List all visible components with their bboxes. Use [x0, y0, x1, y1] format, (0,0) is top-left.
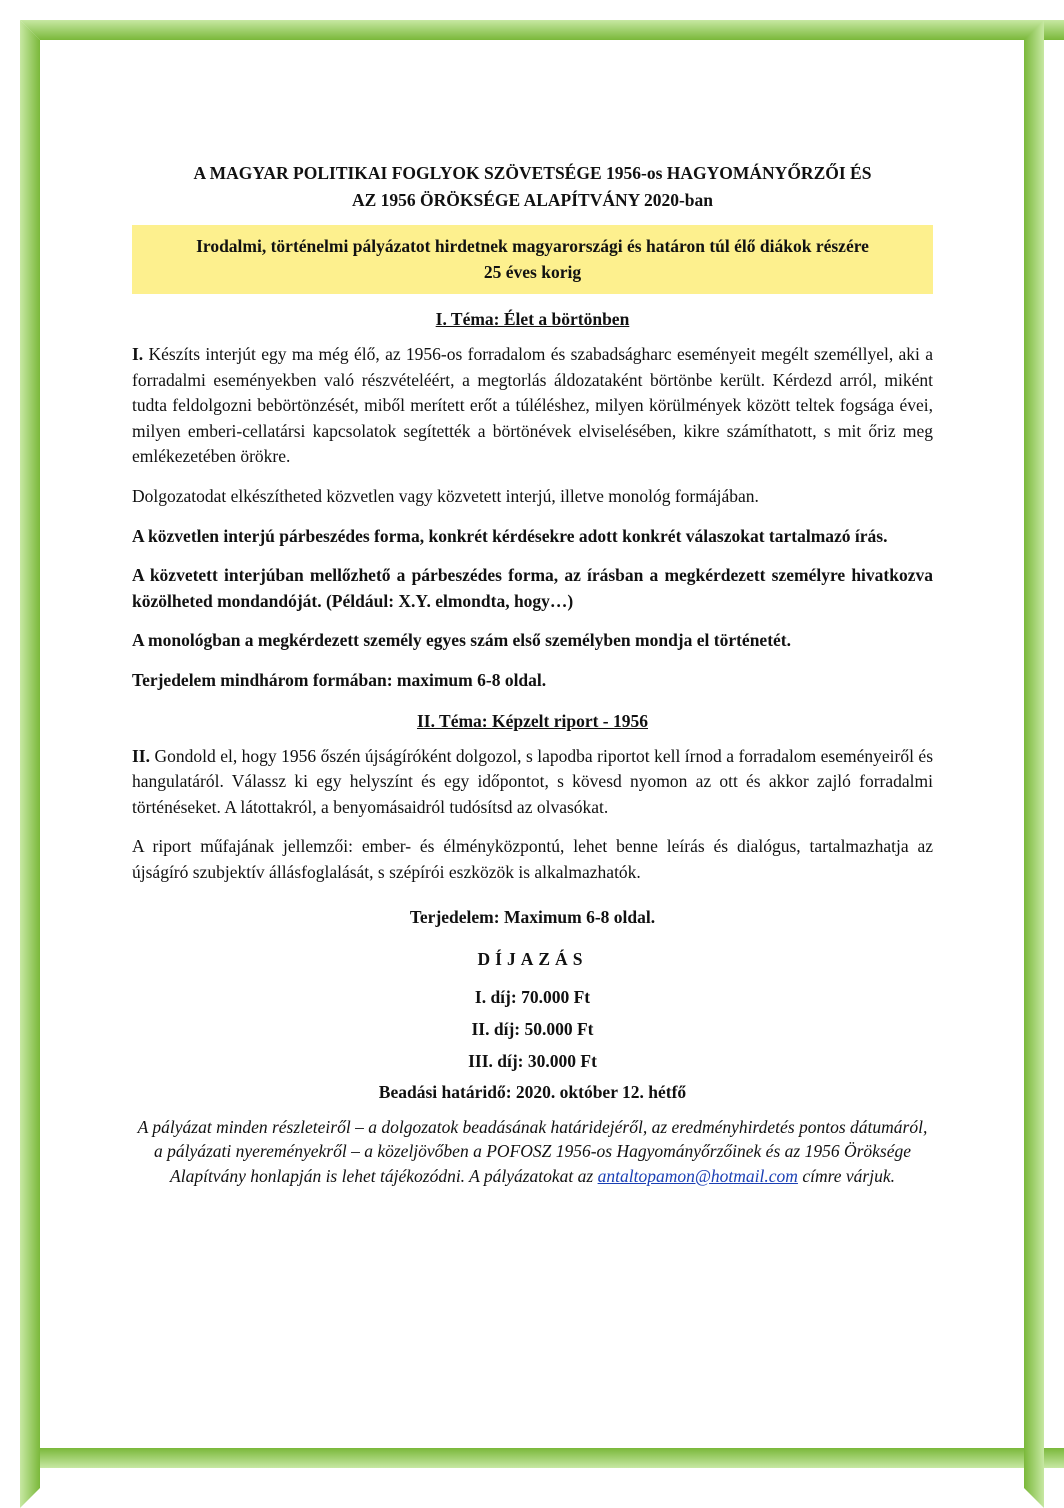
footer-text-end: címre várjuk.	[797, 1165, 895, 1186]
prize-second: II. díj: 50.000 Ft	[471, 1018, 594, 1039]
frame-left-border	[20, 20, 40, 1508]
theme-1-monolog: A monológban a megkérdezett személy egyes szám első személyben mondja el történetét.	[132, 630, 792, 651]
theme-2-heading: II. Téma: Képzelt riport - 1956	[416, 710, 649, 731]
theme-2-genre: A riport műfajának jellemzői: ember- és élményközpontú, lehet benne leírás és dialógus, tartalmazhatja az újságíró szubjektív állásfoglalását, s szépírói eszközök is alkalmazhatók.	[132, 836, 933, 882]
frame-top-border	[20, 20, 1064, 40]
highlight-banner	[132, 225, 933, 294]
submission-deadline: Beadási határidő: 2020. október 12. hétfő	[378, 1081, 687, 1102]
theme-2-length: Terjedelem: Maximum 6-8 oldal.	[409, 906, 656, 927]
theme-1-intro-label: I.	[132, 344, 144, 364]
theme-2-intro	[132, 744, 933, 821]
title-line-1: A MAGYAR POLITIKAI FOGLYOK SZÖVETSÉGE 1956-os HAGYOMÁNYŐRZŐI ÉS	[193, 163, 872, 183]
theme-1-forms: Dolgozatodat elkészítheted közvetlen vagy közvetett interjú, illetve monológ formájában.	[132, 485, 759, 506]
prizes-heading: DÍJAZÁS	[477, 948, 588, 969]
theme-1-intro	[132, 342, 933, 470]
theme-1-intro-text: Készíts interjút egy ma még élő, az 1956-os forradalom és szabadságharc eseményeit megélt személlyel, aki a forradalmi eseményekben való részvételéért, a megtorlás áldozataként börtönbe került. Kérdezd arról, miként tudta feldolgozni bebörtönzését, miből merített erőt a túléléshez, milyen körülmények között teltek fogsága évei, milyen emberi-cellatársi kapcsolatok segítették a börtönévek elviselésében, kikre számíthatott, s mit őriz meg emlékezetében örökre.	[132, 344, 933, 467]
footer-text: A pályázat minden részleteiről – a dolgozatok beadásának határidejéről, az eredményhirdetés pontos dátumáról, a pályázati nyereményekről – a közeljövőben a POFOSZ 1956-os Hagyományőrzőinek és az 1956 Öröksége Alapítvány honlapján is lehet tájékozódni. A pályázatokat az	[137, 1116, 928, 1186]
title-line-2: AZ 1956 ÖRÖKSÉGE ALAPÍTVÁNY 2020-ban	[351, 190, 714, 210]
theme-2-intro-label: II.	[132, 745, 150, 766]
theme-2-intro-text: Gondold el, hogy 1956 őszén újságíróként dolgozol, s lapodba riportot kell írnod a forradalom eseményeiről és hangulatáról. Válassz ki egy helyszínt és egy időpontot, s kövesd nyomon az ott és akkor zajló forradalmi történéseket. A látottakról, a benyomásaidról tudósítsd az olvasókat.	[132, 745, 933, 817]
frame-bottom-border	[20, 1448, 1064, 1468]
banner-line-1: Irodalmi, történelmi pályázatot hirdetnek magyarországi és határon túl élő diákok részére	[196, 236, 869, 256]
footer-note	[132, 1115, 933, 1189]
prize-third: III. díj: 30.000 Ft	[468, 1050, 597, 1071]
theme-1-direct: A közvetlen interjú párbeszédes forma, konkrét kérdésekre adott konkrét válaszokat tartalmazó írás.	[132, 525, 888, 546]
document-body	[132, 160, 933, 1188]
theme-1-length: Terjedelem mindhárom formában: maximum 6-8 oldal.	[132, 669, 547, 690]
theme-1-indirect: A közvetett interjúban mellőzhető a párbeszédes forma, az írásban a megkérdezett személyre hivatkozva közölheted mondandóját. (Például: X.Y. elmondta, hogy…)	[132, 565, 933, 611]
frame-right-border	[1024, 20, 1044, 1508]
email-link[interactable]: antaltopamon@hotmail.com	[597, 1165, 798, 1186]
document-title	[132, 160, 933, 214]
theme-1-heading: I. Téma: Élet a börtönben	[435, 309, 630, 329]
banner-line-2: 25 éves korig	[483, 262, 582, 282]
prize-first: I. díj: 70.000 Ft	[474, 986, 591, 1007]
